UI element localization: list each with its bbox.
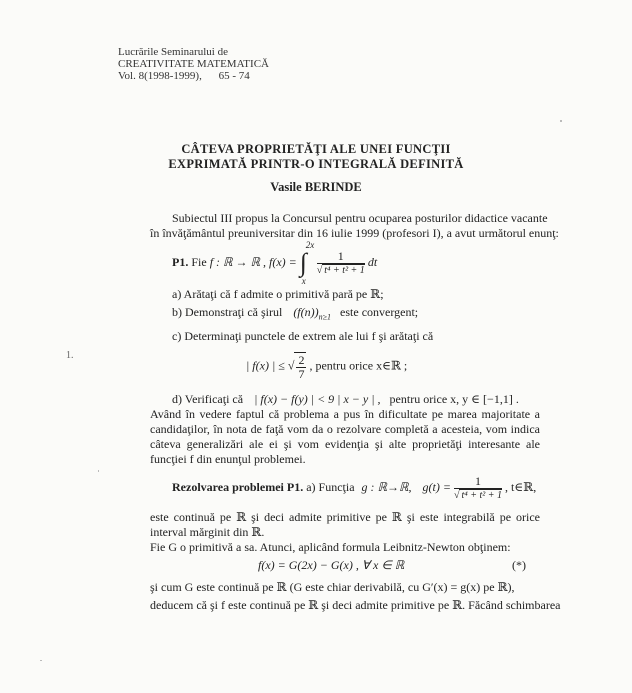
item-b-subscript: n≥1 xyxy=(318,312,332,322)
margin-mark: 1. xyxy=(66,350,74,361)
item-c-frac-num: 2 xyxy=(298,353,305,367)
g-equation: g(t) = xyxy=(422,479,451,494)
item-c-inequality: | f(x) | ≤ √ $\frac{2}{7}$ , pentru orice x∈ℝ ; xyxy=(246,353,408,381)
item-c-left: | f(x) | ≤ xyxy=(246,358,285,373)
header-line-1: Lucrările Seminarului de xyxy=(118,46,228,58)
g-denominator: t⁴ + t² + 1 xyxy=(461,490,503,501)
journal-header xyxy=(118,46,269,82)
integral-upper-limit: 2x xyxy=(305,240,315,250)
scan-speck xyxy=(560,120,562,122)
paper-author: Vasile BERINDE xyxy=(270,180,362,194)
paragraph-primitive: Fie G o primitivă a sa. Atunci, aplicând formula Leibnitz-Newton obţinem: xyxy=(150,540,511,554)
item-a: a) Arătaţi că f admite o primitivă pară pe ℝ; xyxy=(172,287,384,301)
paper-title-line-1: CÂTEVA PROPRIETĂŢI ALE UNEI FUNCŢII xyxy=(181,142,451,156)
paragraph-derivative-line-1: şi cum G este continuă pe ℝ (G este chiar derivabilă, cu G′(x) = g(x) pe ℝ), xyxy=(150,580,515,594)
solution-heading: Rezolvarea problemei P1. xyxy=(172,479,304,494)
item-b-sequence: (f(n)) xyxy=(293,305,319,319)
paragraph-derivative-line-2: deducem că şi f este continuă pe ℝ şi deci admite primitive pe ℝ. Făcând schimbarea xyxy=(150,598,561,612)
intro-line-1: Subiectul III propus la Concursul pentru ocuparea posturilor didactice vacante xyxy=(172,211,548,225)
g-definition: g : ℝ→ℝ, xyxy=(361,479,412,494)
g-fraction: $\frac{1}{\text{√ t⁴ + t² + 1}}$ xyxy=(453,474,503,501)
item-c-frac-den: 7 xyxy=(298,367,305,381)
problem-p1-function: f : ℝ → ℝ , f(x) = xyxy=(209,254,297,269)
formula-star: f(x) = G(2x) − G(x) , ∀ x ∈ ℝ xyxy=(258,558,405,572)
item-d-condition: pentru orice x, y ∈ [−1,1] . xyxy=(389,392,519,406)
header-volume: Vol. 8(1998-1999), xyxy=(118,70,202,82)
paragraph-continuity: este continuă pe ℝ şi deci admite primitive pe ℝ şi este integrabilă pe orice interval mărginit din ℝ. xyxy=(150,510,540,539)
intro-line-2: în învăţământul preuniversitar din 16 iulie 1999 (profesori I), a avut următorul enunţ: xyxy=(150,226,559,240)
integral-lower-limit: x xyxy=(301,276,306,286)
problem-p1-fie: Fie xyxy=(191,254,207,269)
paper-title-line-2: EXPRIMATĂ PRINTR-O INTEGRALĂ DEFINITĂ xyxy=(168,157,464,171)
header-line-3 xyxy=(118,70,269,82)
item-c-right: , pentru orice x∈ℝ ; xyxy=(309,358,408,373)
item-c: c) Determinaţi punctele de extrem ale lui f şi arătaţi că xyxy=(172,329,434,343)
item-b xyxy=(172,305,418,321)
item-d-text: d) Verificaţi că xyxy=(172,392,244,406)
item-d-inequality: | f(x) − f(y) | < 9 | x − y | , xyxy=(254,392,381,406)
header-pages: 65 - 74 xyxy=(218,70,250,82)
g-domain: , t∈ℝ, xyxy=(505,479,537,494)
item-d xyxy=(172,392,519,407)
integral-dt: dt xyxy=(367,254,378,269)
integrand-denominator: t⁴ + t² + 1 xyxy=(324,265,365,276)
solution-line xyxy=(172,474,536,504)
scan-speck xyxy=(40,660,42,661)
integral-sign: ∫ 2x x xyxy=(299,240,315,286)
item-b-text-end: este convergent; xyxy=(340,305,419,319)
integrand-fraction: $\frac{1}{\text{√ t⁴ + t² + 1}}$ xyxy=(316,249,365,276)
integrand-numerator: 1 xyxy=(317,249,365,264)
item-b-text: b) Demonstraţi că şirul xyxy=(172,305,283,319)
item-c-fraction xyxy=(294,352,306,381)
scan-speck xyxy=(98,470,99,472)
g-numerator: 1 xyxy=(454,474,502,489)
formula-star-tag: (*) xyxy=(512,558,526,572)
paragraph-motivation: Având în vedere faptul că problema a pus în dificultate pe marea majoritate a candidaţilor, în nota de faţă vom da o rezolvare completă a acesteia, vom indica câteva generalizări ale ei şi vom evidenţia şi alte proprietăţi interesante ale funcţiei f din enunţul problemei. xyxy=(150,407,540,466)
solution-text: a) Funcţia xyxy=(306,479,355,494)
problem-p1 xyxy=(172,240,378,286)
problem-p1-label: P1. xyxy=(172,254,189,269)
header-line-2: CREATIVITATE MATEMATICĂ xyxy=(118,58,269,70)
